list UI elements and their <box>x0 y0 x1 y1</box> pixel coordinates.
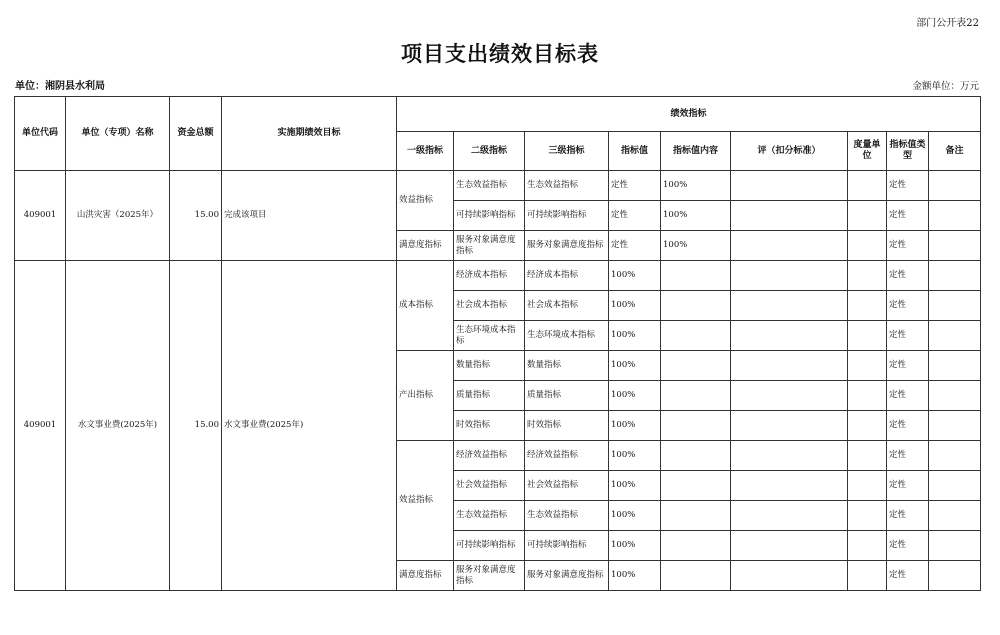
project-name-cell: 山洪灾害（2025年） <box>66 171 170 261</box>
level2-cell: 服务对象满意度指标 <box>454 231 525 261</box>
content-cell: 100% <box>661 171 731 201</box>
remark-cell <box>929 321 981 351</box>
content-cell: 100% <box>661 201 731 231</box>
measure-cell <box>848 231 887 261</box>
measure-cell <box>848 411 887 441</box>
value-type-cell: 定性 <box>887 381 929 411</box>
header-value: 指标值 <box>609 132 661 171</box>
form-number: 部门公开表22 <box>916 18 979 29</box>
value-type-cell: 定性 <box>887 231 929 261</box>
header-measure: 度量单位 <box>848 132 887 171</box>
score-cell <box>731 291 848 321</box>
value-cell: 100% <box>609 441 661 471</box>
goal-cell: 水文事业费(2025年) <box>222 261 397 591</box>
table-row <box>15 261 981 291</box>
value-cell: 100% <box>609 531 661 561</box>
level2-cell: 经济效益指标 <box>454 441 525 471</box>
level1-cell: 效益指标 <box>397 441 454 561</box>
content-cell <box>661 261 731 291</box>
remark-cell <box>929 531 981 561</box>
measure-cell <box>848 321 887 351</box>
content-cell <box>661 321 731 351</box>
value-cell: 100% <box>609 321 661 351</box>
level2-cell: 生态效益指标 <box>454 171 525 201</box>
header-value-type: 指标值类型 <box>887 132 929 171</box>
content-cell <box>661 441 731 471</box>
score-cell <box>731 381 848 411</box>
header-total-funds: 资金总额 <box>170 97 222 171</box>
table-row <box>15 171 981 201</box>
content-cell <box>661 531 731 561</box>
header-level2: 二级指标 <box>454 132 525 171</box>
level2-cell: 生态环境成本指标 <box>454 321 525 351</box>
score-cell <box>731 261 848 291</box>
content-cell <box>661 411 731 441</box>
header-score: 评（扣分标准） <box>731 132 848 171</box>
score-cell <box>731 471 848 501</box>
level3-cell: 生态效益指标 <box>525 501 609 531</box>
level3-cell: 质量指标 <box>525 381 609 411</box>
unit-code-cell: 409001 <box>15 171 66 261</box>
unit-code-cell: 409001 <box>15 261 66 591</box>
measure-cell <box>848 471 887 501</box>
department-label: 单位：湘阴县水利局 <box>15 81 105 92</box>
remark-cell <box>929 201 981 231</box>
header-goal: 实施期绩效目标 <box>222 97 397 171</box>
header-row-top <box>15 97 981 132</box>
level3-cell: 经济效益指标 <box>525 441 609 471</box>
content-cell <box>661 561 731 591</box>
content-cell <box>661 381 731 411</box>
level2-cell: 生态效益指标 <box>454 501 525 531</box>
value-type-cell: 定性 <box>887 351 929 381</box>
score-cell <box>731 411 848 441</box>
level3-cell: 社会效益指标 <box>525 471 609 501</box>
value-cell: 定性 <box>609 231 661 261</box>
level2-cell: 社会效益指标 <box>454 471 525 501</box>
level2-cell: 时效指标 <box>454 411 525 441</box>
amount-cell: 15.00 <box>170 171 222 261</box>
measure-cell <box>848 351 887 381</box>
value-type-cell: 定性 <box>887 321 929 351</box>
amount-cell: 15.00 <box>170 261 222 591</box>
project-name-cell: 水文事业费(2025年) <box>66 261 170 591</box>
table-body <box>15 171 981 591</box>
remark-cell <box>929 351 981 381</box>
measure-cell <box>848 561 887 591</box>
content-cell: 100% <box>661 231 731 261</box>
score-cell <box>731 351 848 381</box>
remark-cell <box>929 561 981 591</box>
value-type-cell: 定性 <box>887 291 929 321</box>
level1-cell: 成本指标 <box>397 261 454 351</box>
header-remark: 备注 <box>929 132 981 171</box>
value-cell: 100% <box>609 381 661 411</box>
level3-cell: 生态效益指标 <box>525 171 609 201</box>
value-type-cell: 定性 <box>887 471 929 501</box>
measure-cell <box>848 381 887 411</box>
value-type-cell: 定性 <box>887 261 929 291</box>
level3-cell: 生态环境成本指标 <box>525 321 609 351</box>
header-level3: 三级指标 <box>525 132 609 171</box>
level3-cell: 服务对象满意度指标 <box>525 231 609 261</box>
level3-cell: 数量指标 <box>525 351 609 381</box>
page-title: 项目支出绩效目标表 <box>401 42 599 66</box>
header-content: 指标值内容 <box>661 132 731 171</box>
remark-cell <box>929 381 981 411</box>
value-cell: 100% <box>609 501 661 531</box>
value-type-cell: 定性 <box>887 441 929 471</box>
measure-cell <box>848 501 887 531</box>
performance-target-table <box>14 96 981 591</box>
value-type-cell: 定性 <box>887 531 929 561</box>
value-cell: 定性 <box>609 201 661 231</box>
value-type-cell: 定性 <box>887 411 929 441</box>
level1-cell: 产出指标 <box>397 351 454 441</box>
remark-cell <box>929 291 981 321</box>
value-cell: 100% <box>609 561 661 591</box>
measure-cell <box>848 171 887 201</box>
value-cell: 100% <box>609 471 661 501</box>
content-cell <box>661 471 731 501</box>
score-cell <box>731 321 848 351</box>
level3-cell: 社会成本指标 <box>525 291 609 321</box>
level1-cell: 满意度指标 <box>397 231 454 261</box>
header-level1: 一级指标 <box>397 132 454 171</box>
level1-cell: 效益指标 <box>397 171 454 231</box>
measure-cell <box>848 531 887 561</box>
header-unit-code: 单位代码 <box>15 97 66 171</box>
remark-cell <box>929 501 981 531</box>
content-cell <box>661 351 731 381</box>
value-cell: 100% <box>609 291 661 321</box>
value-cell: 100% <box>609 351 661 381</box>
header-performance: 绩效指标 <box>397 97 981 132</box>
remark-cell <box>929 471 981 501</box>
level2-cell: 可持续影响指标 <box>454 201 525 231</box>
measure-cell <box>848 441 887 471</box>
measure-cell <box>848 201 887 231</box>
level2-cell: 经济成本指标 <box>454 261 525 291</box>
remark-cell <box>929 171 981 201</box>
remark-cell <box>929 261 981 291</box>
level2-cell: 质量指标 <box>454 381 525 411</box>
remark-cell <box>929 411 981 441</box>
value-type-cell: 定性 <box>887 201 929 231</box>
measure-cell <box>848 261 887 291</box>
score-cell <box>731 201 848 231</box>
content-cell <box>661 501 731 531</box>
remark-cell <box>929 441 981 471</box>
value-type-cell: 定性 <box>887 171 929 201</box>
level3-cell: 可持续影响指标 <box>525 201 609 231</box>
remark-cell <box>929 231 981 261</box>
value-cell: 100% <box>609 411 661 441</box>
level3-cell: 可持续影响指标 <box>525 531 609 561</box>
level3-cell: 时效指标 <box>525 411 609 441</box>
level2-cell: 数量指标 <box>454 351 525 381</box>
value-cell: 100% <box>609 261 661 291</box>
score-cell <box>731 231 848 261</box>
score-cell <box>731 171 848 201</box>
content-cell <box>661 291 731 321</box>
level3-cell: 经济成本指标 <box>525 261 609 291</box>
value-type-cell: 定性 <box>887 501 929 531</box>
level2-cell: 服务对象满意度指标 <box>454 561 525 591</box>
level3-cell: 服务对象满意度指标 <box>525 561 609 591</box>
score-cell <box>731 561 848 591</box>
goal-cell: 完成该项目 <box>222 171 397 261</box>
header-unit-project: 单位（专项）名称 <box>66 97 170 171</box>
amount-unit-label: 金额单位：万元 <box>912 81 979 92</box>
score-cell <box>731 441 848 471</box>
level2-cell: 社会成本指标 <box>454 291 525 321</box>
level2-cell: 可持续影响指标 <box>454 531 525 561</box>
score-cell <box>731 531 848 561</box>
score-cell <box>731 501 848 531</box>
level1-cell: 满意度指标 <box>397 561 454 591</box>
value-type-cell: 定性 <box>887 561 929 591</box>
value-cell: 定性 <box>609 171 661 201</box>
measure-cell <box>848 291 887 321</box>
